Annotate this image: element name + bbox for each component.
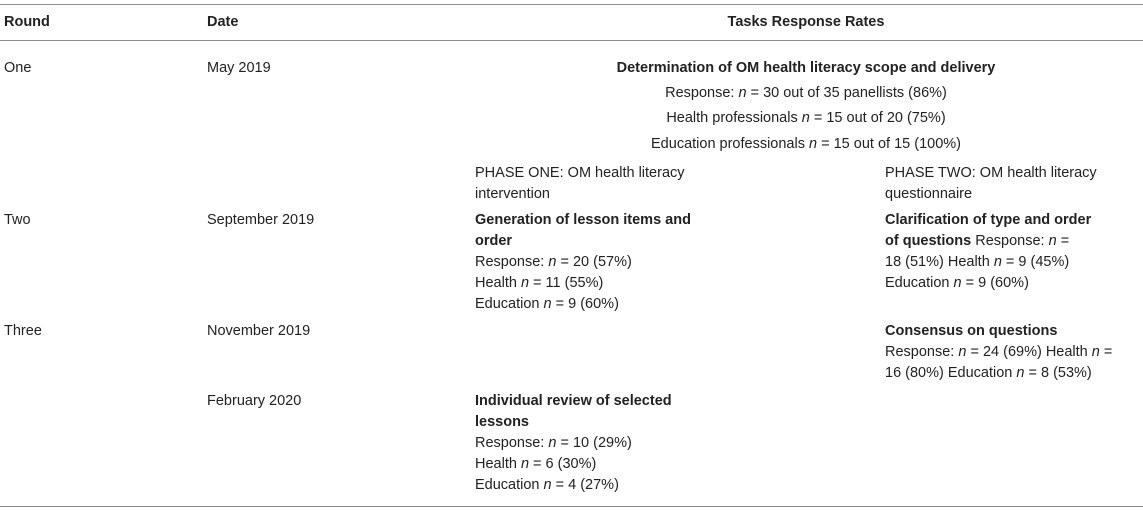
header-round: Round [4,14,50,30]
round-three: Three [4,323,42,339]
date-one: May 2019 [207,60,271,76]
round-one-education: Education professionals n = 15 out of 15 (100%) [651,136,961,152]
header-tasks: Tasks Response Rates [727,14,885,30]
round-three-phase-two: Consensus on questions Response: n = 24 (69%) Health n = 16 (80%) Education n = 8 (53%) [885,323,1113,381]
phase-one-label: PHASE ONE: OM health literacy intervention [475,165,685,202]
round-one: One [4,60,32,76]
date-three: November 2019 [207,323,311,339]
bottom-rule [0,506,1143,507]
header-rule [0,40,1143,41]
round-two-phase-two: Clarification of type and order of questions Response: n = 18 (51%) Health n = 9 (45%) Education n = 9 (60%) [885,212,1092,291]
header-date: Date [207,14,239,30]
round-two-phase-one: Generation of lesson items and order Response: n = 20 (57%) Health n = 11 (55%) Education n = 9 (60%) [475,212,691,312]
round-four-phase-one: Individual review of selected lessons Response: n = 10 (29%) Health n = 6 (30%) Education n = 4 (27%) [475,393,672,493]
round-two: Two [4,212,31,228]
phase-two-label: PHASE TWO: OM health literacy questionnaire [885,165,1097,202]
date-four: February 2020 [207,393,302,409]
top-rule [0,4,1143,5]
date-two: September 2019 [207,212,315,228]
round-one-response: Response: n = 30 out of 35 panellists (86%) [665,85,947,101]
round-one-health: Health professionals n = 15 out of 20 (75%) [666,110,946,126]
round-one-title: Determination of OM health literacy scope and delivery [616,60,996,76]
